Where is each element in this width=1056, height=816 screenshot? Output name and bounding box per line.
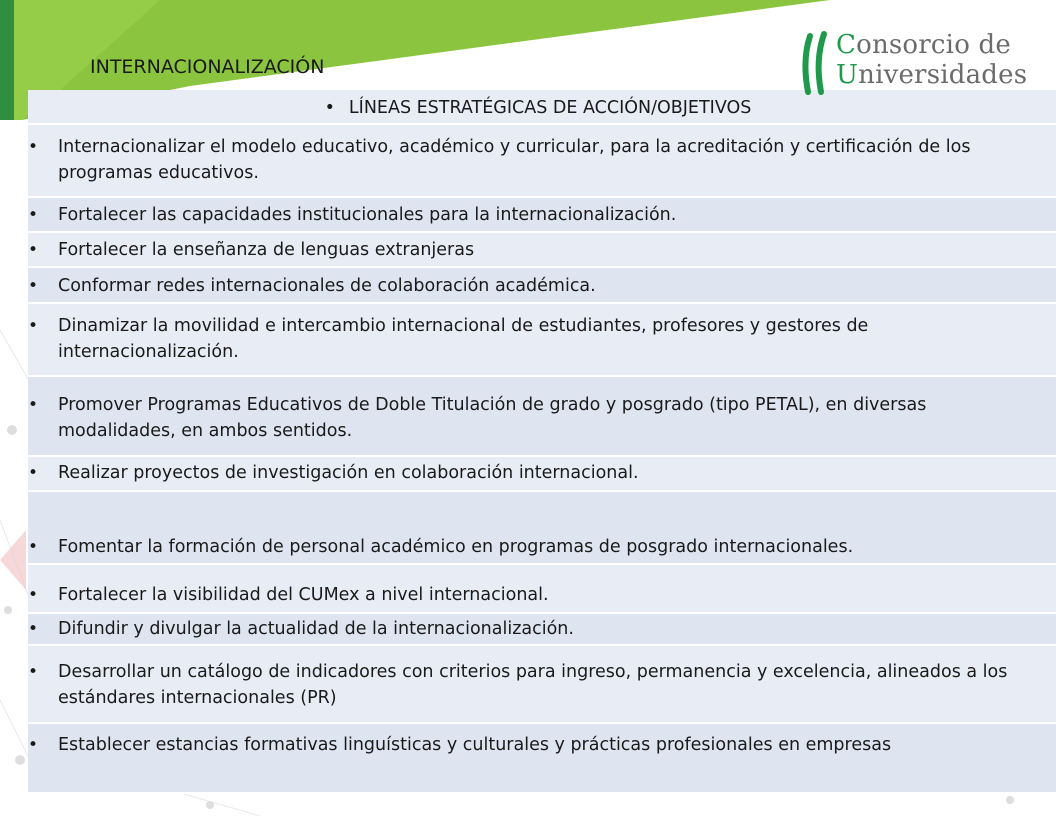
table-row-text: Conformar redes internacionales de colaboración académica. xyxy=(58,276,596,296)
dark-green-edge xyxy=(0,0,14,120)
table-row xyxy=(28,304,1056,377)
table-row xyxy=(28,268,1056,304)
table-row-text: Realizar proyectos de investigación en colaboración internacional. xyxy=(58,463,639,483)
page-title: INTERNACIONALIZACIÓN xyxy=(90,56,325,78)
logo-line2-initial: U xyxy=(836,60,859,90)
logo-line1-initial: C xyxy=(836,30,857,60)
table-row-text: Promover Programas Educativos de Doble Titulación de grado y posgrado (tipo PETAL), en diversas modalidades, en ambos sentidos. xyxy=(58,395,927,441)
table-row xyxy=(28,233,1056,268)
objectives-table xyxy=(28,90,1056,794)
logo-line1-rest: onsorcio de xyxy=(856,30,1011,60)
table-header-label: LÍNEAS ESTRATÉGICAS DE ACCIÓN/OBJETIVOS xyxy=(348,98,752,118)
logo-line1 xyxy=(836,30,1011,60)
red-triangle-decoration xyxy=(0,530,26,590)
logo-line2 xyxy=(836,60,1027,90)
logo-line2-rest: niversidades xyxy=(858,60,1028,90)
table-row xyxy=(28,457,1056,492)
table-row-text: Fomentar la formación de personal académico en programas de posgrado internacionales. xyxy=(58,537,854,557)
table-row-text: Fortalecer la enseñanza de lenguas extranjeras xyxy=(58,240,475,260)
table-row xyxy=(28,198,1056,233)
table-row xyxy=(28,724,1056,794)
table-row-text: Dinamizar la movilidad e intercambio internacional de estudiantes, profesores y gestores de internacionalización. xyxy=(58,316,869,362)
table-row xyxy=(28,646,1056,724)
table-row xyxy=(28,492,1056,565)
table-row-text: Internacionalizar el modelo educativo, académico y curricular, para la acreditación y certificación de los programas educativos. xyxy=(58,137,971,183)
table-row-text: Establecer estancias formativas linguísticas y culturales y prácticas profesionales en empresas xyxy=(58,735,892,755)
table-row-text: Desarrollar un catálogo de indicadores con criterios para ingreso, permanencia y excelencia, alineados a los estándares internacionales (PR) xyxy=(58,662,1008,708)
table-row xyxy=(28,377,1056,457)
header-bullet-icon: • xyxy=(324,98,335,118)
table-row xyxy=(28,565,1056,614)
logo-mark-icon xyxy=(800,30,836,96)
table-row-text: Fortalecer las capacidades institucionales para la internacionalización. xyxy=(58,205,677,225)
table-row xyxy=(28,125,1056,198)
table-row-text: Difundir y divulgar la actualidad de la internacionalización. xyxy=(58,619,574,639)
table-row xyxy=(28,614,1056,646)
table-row-text: Fortalecer la visibilidad del CUMex a nivel internacional. xyxy=(58,585,549,605)
consortium-logo xyxy=(800,30,1050,100)
